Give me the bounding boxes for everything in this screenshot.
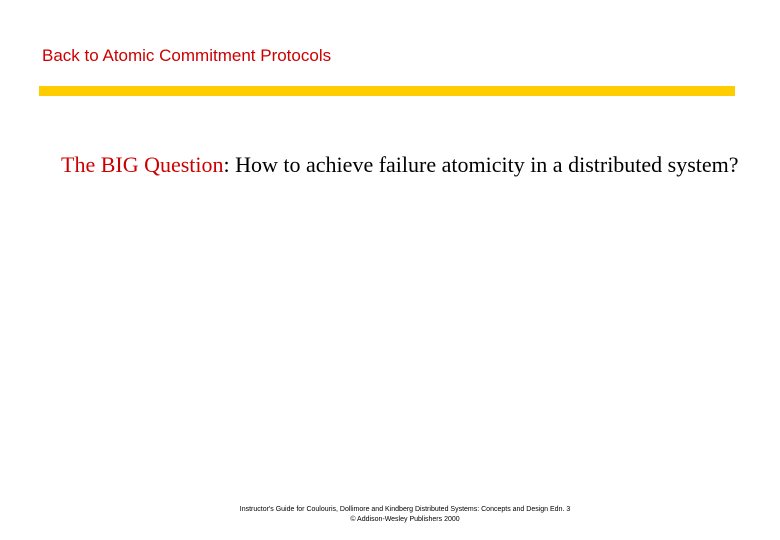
slide-title: Back to Atomic Commitment Protocols bbox=[42, 46, 332, 65]
footer-citation: Instructor's Guide for Coulouris, Dollimore and Kindberg Distributed Systems: Concepts and Design Edn. 3 bbox=[239, 506, 571, 513]
body-question bbox=[61, 151, 751, 178]
footer-copyright: © Addison-Wesley Publishers 2000 bbox=[350, 516, 460, 523]
body-lead: The BIG Question bbox=[61, 152, 224, 177]
title-divider bbox=[39, 86, 735, 96]
body-text: : How to achieve failure atomicity in a distributed system? bbox=[223, 152, 739, 177]
footer bbox=[150, 505, 660, 525]
